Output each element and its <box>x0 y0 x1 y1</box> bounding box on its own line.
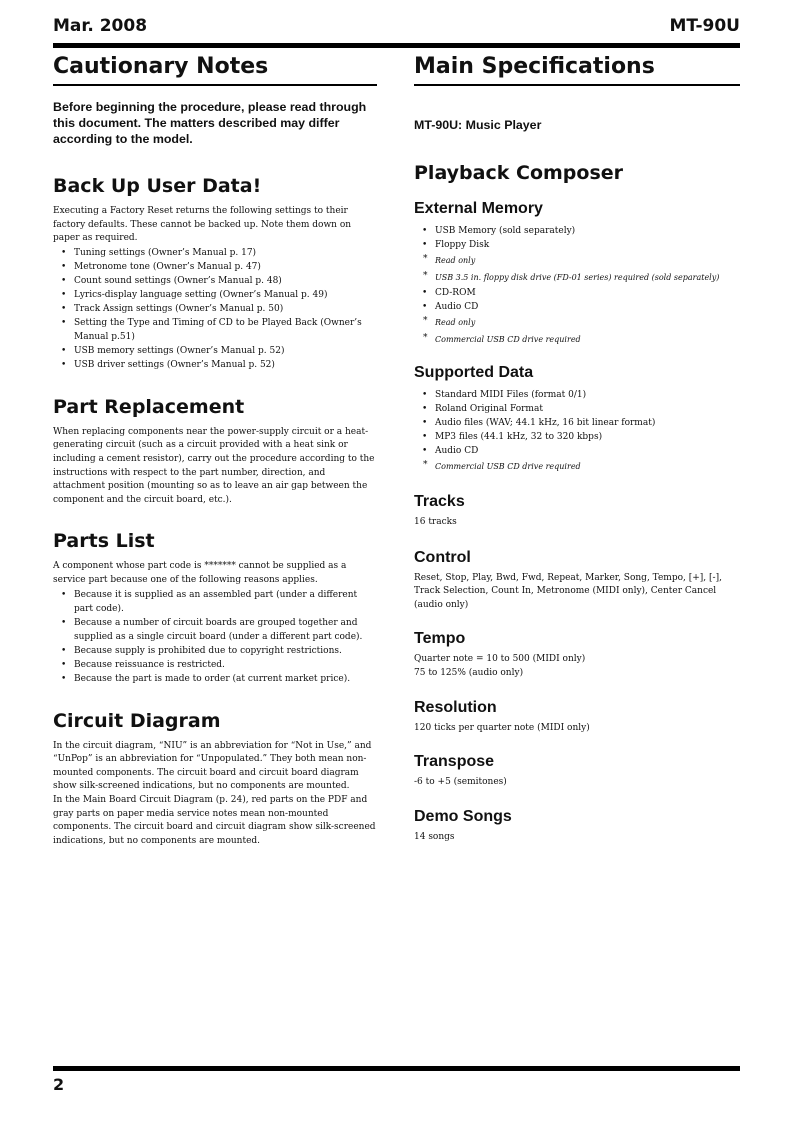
note-item: * USB 3.5 in. floppy disk drive (FD-01 series) required (sold separately) <box>414 269 740 286</box>
list-item: • USB memory settings (Owner’s Manual p. 52) <box>53 344 377 358</box>
list-item: • Track Assign settings (Owner’s Manual p. 50) <box>53 302 377 316</box>
note-item: * Commercial USB CD drive required <box>414 331 740 348</box>
circuit-paragraph-2: In the Main Board Circuit Diagram (p. 24), red parts on the PDF and gray parts on paper media service notes mean non-mounted components. The circuit board and circuit diagram show silk-screened indications, but no components are mounted. <box>53 794 376 846</box>
list-item: • Audio files (WAV; 44.1 kHz, 16 bit linear format) <box>414 416 740 430</box>
list-item: • USB driver settings (Owner’s Manual p. 52) <box>53 358 377 372</box>
list-item: • Roland Original Format <box>414 402 740 416</box>
resolution-text: 120 ticks per quarter note (MIDI only) <box>414 722 590 733</box>
circuit-diagram-title: Circuit Diagram <box>53 709 221 732</box>
list-item: • CD-ROM <box>414 286 740 300</box>
parts-list-title: Parts List <box>53 530 155 553</box>
cautionary-notes-title: Cautionary Notes <box>53 52 377 86</box>
control-text: Reset, Stop, Play, Bwd, Fwd, Repeat, Marker, Song, Tempo, [+], [-], Track Selection, Count In, Metronome (MIDI only), Center Cancel (audio only) <box>414 572 722 610</box>
tempo-text <box>414 653 740 680</box>
list-item: • Because a number of circuit boards are grouped together and supplied as a single circuit board (under a different part code). <box>53 616 377 644</box>
list-item: • Because reissuance is restricted. <box>53 658 377 672</box>
parts-list-text <box>53 560 377 587</box>
note-item: * Read only <box>414 314 740 331</box>
circuit-paragraph-1: In the circuit diagram, “NIU” is an abbreviation for “Not in Use,” and “UnPop” is an abbreviation for “Unpopulated.” They both mean non-mounted components. The circuit board and circuit board diagram show silk-screened indications, but no components are mounted. <box>53 740 372 792</box>
part-replacement-text <box>53 426 377 508</box>
part-replacement-paragraph: When replacing components near the power-supply circuit or a heat-generating circuit (such as a circuit provided with a heat sink or including a cement resistor), carry out the procedure according to the instructions with respect to the part number, direction, and attachment position (mounting so as to leave an air gap between the component and the circuit board, etc.). <box>53 426 375 505</box>
list-item: • Lyrics-display language setting (Owner’s Manual p. 49) <box>53 288 377 302</box>
supported-data-title: Supported Data <box>414 364 534 381</box>
parts-list <box>53 588 377 686</box>
list-item: • Audio CD <box>414 300 740 314</box>
header-rule <box>53 43 740 48</box>
external-memory-title: External Memory <box>414 200 543 217</box>
list-item: • Floppy Disk <box>414 238 740 252</box>
demo-songs-title: Demo Songs <box>414 807 512 825</box>
tempo-title: Tempo <box>414 630 466 648</box>
transpose-text: -6 to +5 (semitones) <box>414 777 507 788</box>
header-model: MT-90U <box>669 16 740 36</box>
tempo-line-1: Quarter note = 10 to 500 (MIDI only) <box>414 654 586 665</box>
circuit-diagram-text <box>53 740 377 849</box>
left-column <box>53 52 377 848</box>
part-replacement-title: Part Replacement <box>53 395 245 418</box>
list-item: • Audio CD <box>414 444 740 458</box>
footer-rule <box>53 1066 740 1071</box>
supported-data-list <box>414 388 740 475</box>
main-specifications-title: Main Specifications <box>414 52 740 86</box>
page-number: 2 <box>53 1075 65 1094</box>
tracks-title: Tracks <box>414 493 465 510</box>
list-item: • Setting the Type and Timing of CD to be Played Back (Owner’s Manual p.51) <box>53 316 377 344</box>
backup-text <box>53 205 377 246</box>
list-item: • Metronome tone (Owner’s Manual p. 47) <box>53 260 377 274</box>
playback-composer-title: Playback Composer <box>414 162 624 184</box>
right-column <box>414 52 740 844</box>
cautionary-intro: Before beginning the procedure, please read through this document. The matters described may differ according to the model. <box>53 100 367 146</box>
list-item: • Standard MIDI Files (format 0/1) <box>414 388 740 402</box>
list-item: • MP3 files (44.1 kHz, 32 to 320 kbps) <box>414 430 740 444</box>
backup-paragraph: Executing a Factory Reset returns the following settings to their factory defaults. These cannot be backed up. Note them down on paper as required. <box>53 206 352 244</box>
list-item: • Because the part is made to order (at current market price). <box>53 672 377 686</box>
resolution-title: Resolution <box>414 698 497 716</box>
header-date: Mar. 2008 <box>53 16 148 36</box>
tracks-text: 16 tracks <box>414 517 457 527</box>
list-item: • Count sound settings (Owner’s Manual p. 48) <box>53 274 377 288</box>
backup-title: Back Up User Data! <box>53 175 262 197</box>
tempo-line-2: 75 to 125% (audio only) <box>414 667 524 678</box>
external-memory-list <box>414 224 740 348</box>
backup-list <box>53 246 377 372</box>
list-item: • Because it is supplied as an assembled part (under a different part code). <box>53 588 377 616</box>
control-title: Control <box>414 548 471 566</box>
note-item: * Read only <box>414 252 740 269</box>
parts-list-paragraph: A component whose part code is ******* cannot be supplied as a service part because one of the following reasons applies. <box>53 561 347 585</box>
list-item: • Because supply is prohibited due to copyright restrictions. <box>53 644 377 658</box>
transpose-title: Transpose <box>414 753 495 771</box>
demo-songs-text: 14 songs <box>414 831 455 842</box>
model-line: MT-90U: Music Player <box>414 118 542 132</box>
list-item: • Tuning settings (Owner’s Manual p. 17) <box>53 246 377 260</box>
list-item: • USB Memory (sold separately) <box>414 224 740 238</box>
note-item: * Commercial USB CD drive required <box>414 458 740 475</box>
